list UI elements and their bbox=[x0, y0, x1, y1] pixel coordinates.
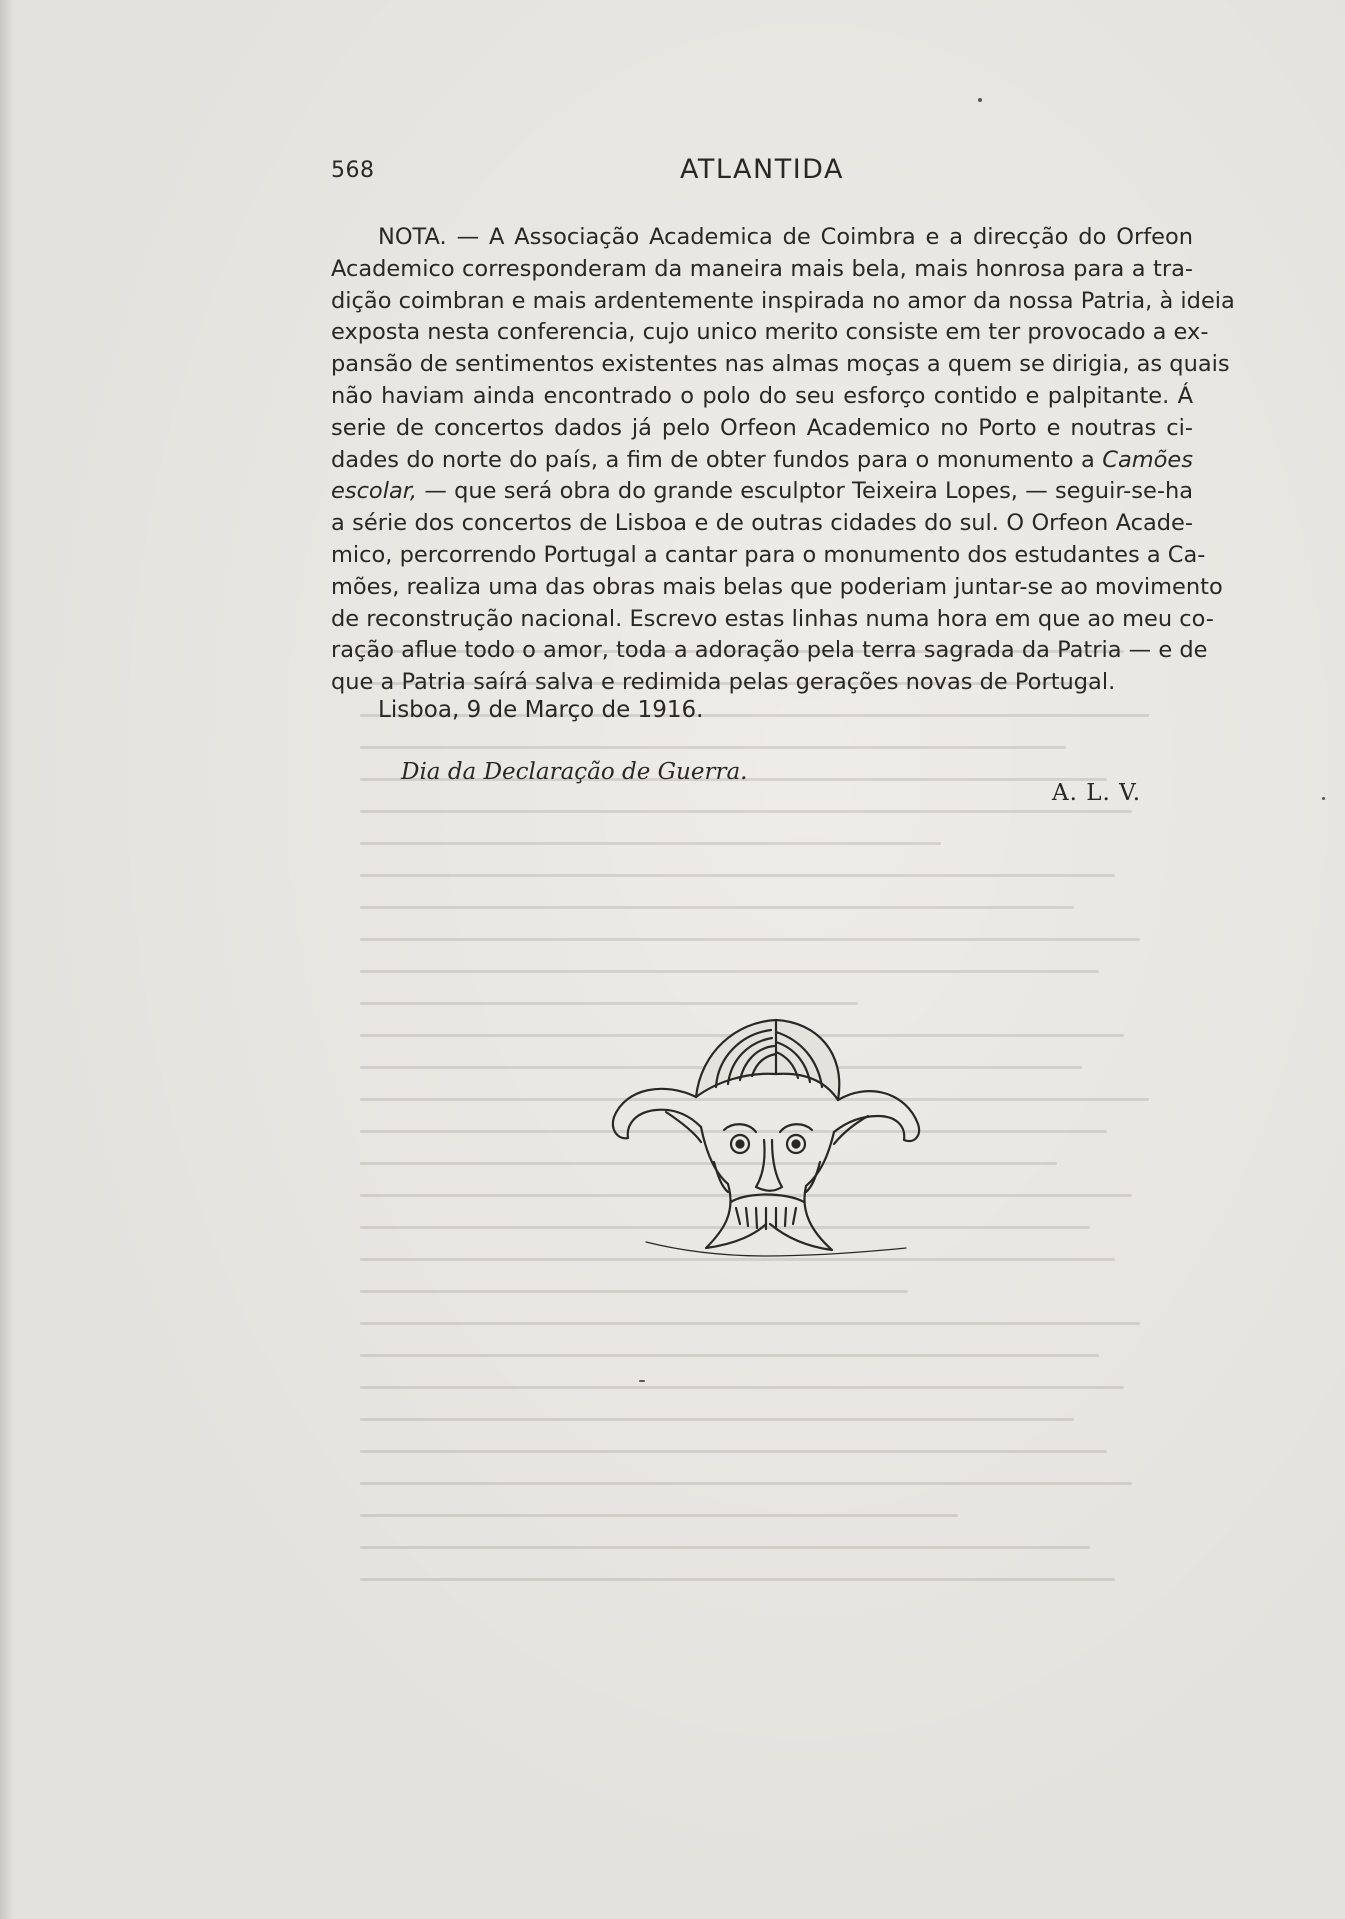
note-line-text: — que será obra do grande esculptor Teixeira Lopes, — seguir-se-ha bbox=[417, 478, 1193, 505]
note-line: que a Patria saírá salva e redimida pelas gerações novas de Portugal. bbox=[331, 669, 1116, 696]
journal-title: ATLANTIDA bbox=[680, 154, 844, 185]
note-line: dição coimbran e mais ardentemente inspirada no amor da nossa Patria, à ideia bbox=[331, 287, 1235, 314]
note-line: Academico corresponderam da maneira mais bela, mais honrosa para a tra- bbox=[331, 255, 1193, 282]
note-line-text: dades do norte do país, a fim de obter fundos para o monumento a bbox=[331, 446, 1095, 473]
italic-term: escolar, bbox=[331, 478, 418, 505]
italic-term: Camões bbox=[1102, 446, 1193, 473]
note-line: ração aflue todo o amor, toda a adoração pela terra sagrada da Patria — e de bbox=[331, 637, 1208, 664]
note-line-with-italic bbox=[331, 445, 1193, 477]
note-line: não haviam ainda encontrado o polo do seu esforço contido e palpitante. Á bbox=[331, 382, 1193, 409]
dedication-line: Dia da Declaração de Guerra. bbox=[401, 759, 748, 785]
paper-speck bbox=[639, 1380, 645, 1382]
author-initials: A. L. V. bbox=[1052, 780, 1142, 806]
note-line: mico, percorrendo Portugal a cantar para o monumento dos estudantes a Ca- bbox=[331, 541, 1206, 568]
note-line: pansão de sentimentos existentes nas almas moças a quem se dirigia, as quais bbox=[331, 351, 1230, 378]
running-head bbox=[331, 152, 1193, 192]
note-line: a série dos concertos de Lisboa e de outras cidades do sul. O Orfeon Acade- bbox=[331, 510, 1193, 537]
paper-speck bbox=[1322, 797, 1325, 800]
note-line: de reconstrução nacional. Escrevo estas linhas numa hora em que ao meu co- bbox=[331, 605, 1214, 632]
note-line: mões, realiza uma das obras mais belas que poderiam juntar-se ao movimento bbox=[331, 573, 1223, 600]
paper-speck bbox=[978, 98, 982, 102]
note-line: exposta nesta conferencia, cujo unico merito consiste em ter provocado a ex- bbox=[331, 319, 1209, 346]
grotesque-mask-ornament-icon bbox=[606, 1012, 924, 1262]
note-line: serie de concertos dados já pelo Orfeon Academico no Porto e noutras ci- bbox=[331, 414, 1193, 441]
note-line: NOTA. — A Associação Academica de Coimbra e a direcção do Orfeon bbox=[378, 224, 1193, 250]
note-paragraph bbox=[331, 222, 1235, 699]
page-binding-edge bbox=[0, 0, 14, 1919]
place-date: Lisboa, 9 de Março de 1916. bbox=[378, 697, 704, 723]
page-number: 568 bbox=[331, 158, 375, 183]
note-line-with-italic bbox=[331, 476, 1193, 508]
